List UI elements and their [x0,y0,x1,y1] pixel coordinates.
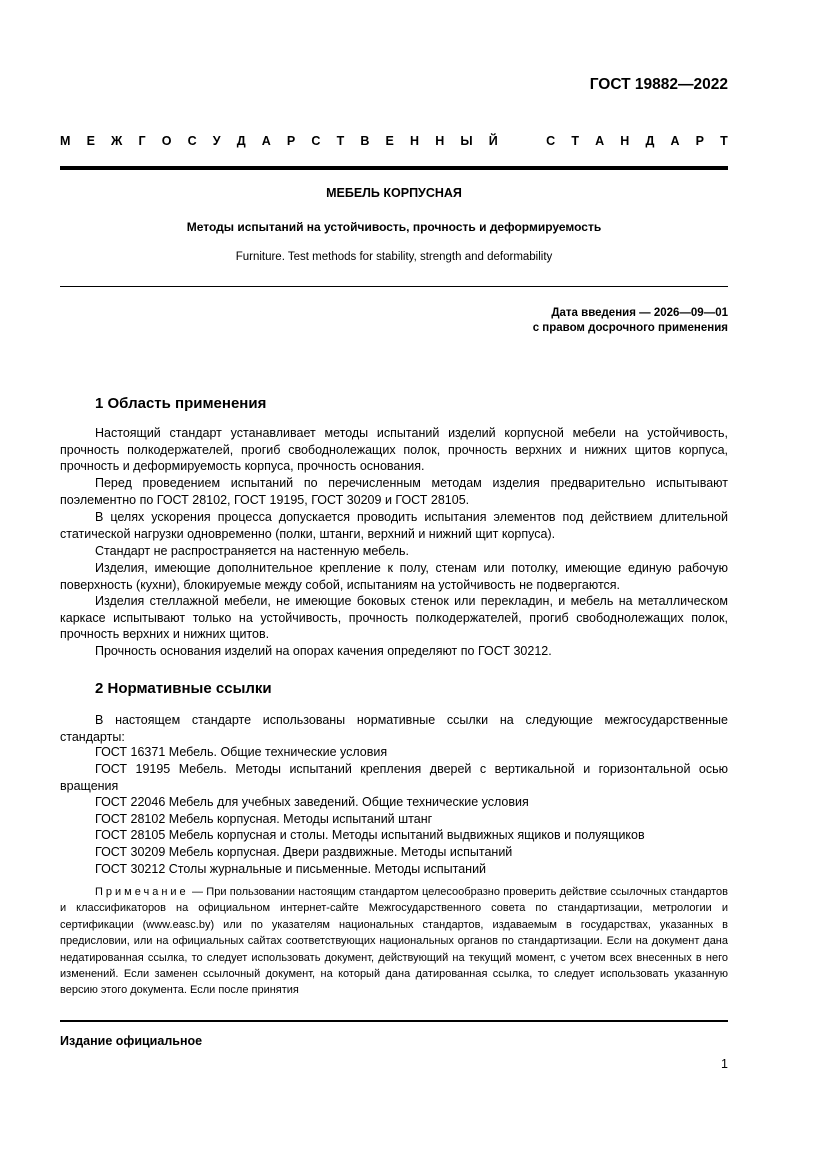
reference-item [60,811,728,828]
banner-letter: Т [571,134,579,148]
banner-letter: Д [645,134,655,148]
interstate-standard-banner [60,134,728,148]
reference-title: Мебель. Методы испытаний крепления дверей с вертикальной и горизонтальной осью вращения [60,762,728,793]
banner-letter: С [187,134,197,148]
reference-item [60,794,728,811]
banner-letter: Д [236,134,246,148]
banner-letter: В [360,134,370,148]
reference-item [60,861,728,878]
paragraph: Настоящий стандарт устанавливает методы испытаний изделий корпусной мебели на устойчивость, прочность полкодержателей, прогиб свободнолежащих полок, прочность верхних и нижних щитов корпуса, прочность и деформируемость корпуса, прочность основания. [60,426,728,473]
early-application-note: с правом досрочного применения [532,322,728,334]
reference-code: ГОСТ 28102 [95,812,166,826]
section-2-heading: 2 Нормативные ссылки [95,680,272,697]
banner-letter: М [60,134,71,148]
document-title: МЕБЕЛЬ КОРПУСНАЯ [326,186,462,200]
reference-title: Мебель корпусная. Методы испытаний штанг [168,812,433,826]
introduction-date: Дата введения — 2026—09—01 [551,307,728,319]
reference-code: ГОСТ 22046 [95,795,166,809]
reference-title: Мебель корпусная. Двери раздвижные. Методы испытаний [168,845,513,859]
section-1-heading: 1 Область применения [95,395,267,412]
banner-letter: Н [620,134,630,148]
banner-letter: О [161,134,172,148]
paragraph: Перед проведением испытаний по перечисленным методам изделия предварительно испытывают поэлементно по ГОСТ 28102, ГОСТ 19195, ГОСТ 30209 и ГОСТ 28105. [60,476,728,507]
reference-item [60,827,728,844]
note-label: Примечание [95,886,189,898]
paragraph: Изделия стеллажной мебели, не имеющие боковых стенок или перекладин, и мебель на металлическом каркасе испытывают только на устойчивость, прочность полкодержателей, прогиб свободнолежащих полок, прочность верхних и нижних щитов. [60,594,728,641]
banner-letter: С [311,134,321,148]
banner-letter: У [212,134,221,148]
banner-letter: Е [86,134,95,148]
banner-letter: А [595,134,605,148]
banner-letter: Н [410,134,420,148]
banner-letter: Ы [460,134,473,148]
official-edition-label: Издание официальное [60,1034,203,1048]
title-divider [60,286,728,287]
note-paragraph [60,884,728,999]
banner-letter: Н [435,134,445,148]
reference-item [60,744,728,761]
document-english-title: Furniture. Test methods for stability, strength and deformability [235,251,553,263]
reference-title: Мебель для учебных заведений. Общие технические условия [168,795,529,809]
paragraph: Прочность основания изделий на опорах качения определяют по ГОСТ 30212. [95,644,552,658]
gost-number: ГОСТ 19882—2022 [589,76,728,93]
footer-divider [60,1020,728,1022]
banner-letter: Ж [111,134,123,148]
banner-letter: Р [695,134,705,148]
reference-title: Столы журнальные и письменные. Методы испытаний [168,862,487,876]
banner-letter: Й [488,134,498,148]
note-text: — При пользовании настоящим стандартом целесообразно проверить действие ссылочных стандартов и классификаторов на официальном интернет-сайте Межгосударственного совета по стандартизации, метрологии и сертификации (www.easc.by) или по указателям национальных стандартов, издаваемым в государствах, указанных в предисловии, или на официальных сайтах соответствующих национальных органов по стандартизации. Если на документ дана недатированная ссылка, то следует использовать документ, действующий на текущий момент, с учетом всех внесенных в него изменений. Если заменен ссылочный документ, на который дана датированная ссылка, то следует использовать указанную версию этого документа. Если после принятия [60,886,728,997]
reference-title: Мебель корпусная и столы. Методы испытаний выдвижных ящиков и полуящиков [168,828,645,842]
reference-item [60,844,728,861]
reference-title: Мебель. Общие технические условия [168,745,388,759]
banner-letter: С [546,134,556,148]
reference-code: ГОСТ 30212 [95,862,166,876]
banner-letter: Г [138,134,146,148]
banner-letter: Е [385,134,394,148]
reference-code: ГОСТ 19195 [95,762,171,776]
page-number: 1 [721,1057,728,1071]
banner-letter: Т [336,134,345,148]
references-intro: В настоящем стандарте использованы нормативные ссылки на следующие межгосударственные стандарты: [60,713,728,744]
paragraph: В целях ускорения процесса допускается проводить испытания элементов под действием длительной статической нагрузки одновременно (полки, штанги, верхний и нижний щит корпуса). [60,510,728,541]
banner-letter: А [261,134,271,148]
reference-code: ГОСТ 16371 [95,745,166,759]
reference-item [60,761,728,794]
document-subtitle: Методы испытаний на устойчивость, прочность и деформируемость [186,220,602,234]
reference-code: ГОСТ 30209 [95,845,166,859]
header-divider [60,166,728,170]
banner-letter: Р [286,134,296,148]
paragraph: Стандарт не распространяется на настенную мебель. [95,544,410,558]
banner-letter: Т [720,134,728,148]
paragraph: Изделия, имеющие дополнительное крепление к полу, стенам или потолку, имеющие единую рабочую поверхность (кухни), блокируемые между собой, испытаниям на устойчивость не подвергаются. [60,561,728,592]
reference-code: ГОСТ 28105 [95,828,166,842]
banner-letter: А [670,134,680,148]
